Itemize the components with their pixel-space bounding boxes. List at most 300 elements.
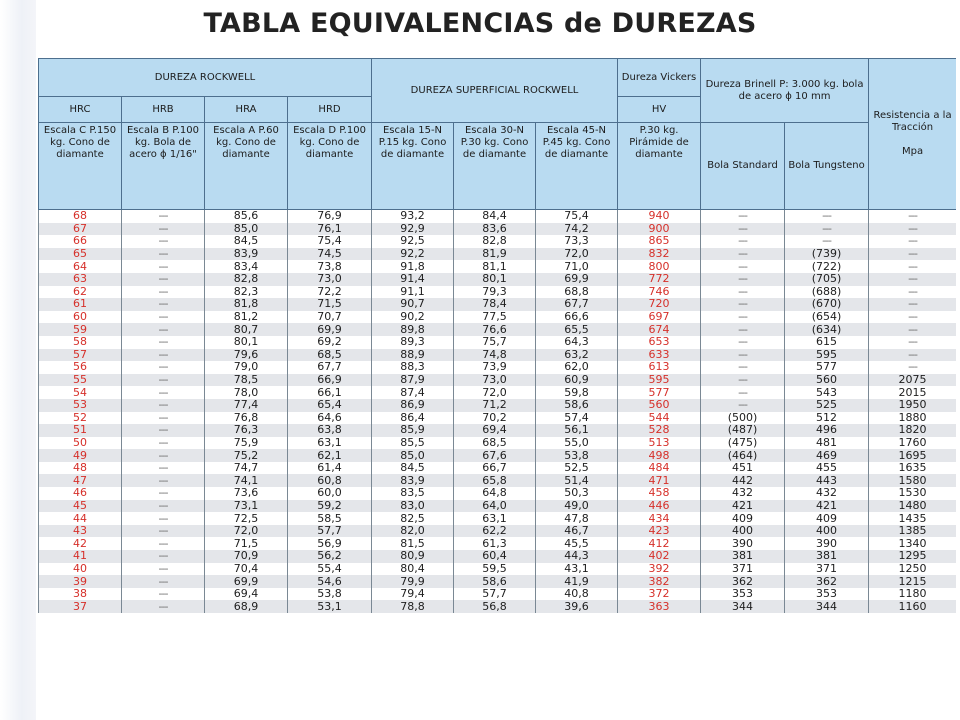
hrd-cell: 63,1 [288, 437, 372, 450]
15n-cell: 83,5 [372, 487, 454, 500]
hrc-cell: 45 [39, 500, 122, 513]
tensile-cell: 1480 [869, 500, 956, 513]
hra-cell: 79,6 [205, 349, 288, 362]
15n-cell: 91,4 [372, 273, 454, 286]
tensile-cell: --- [869, 248, 956, 261]
hra-cell: 76,3 [205, 424, 288, 437]
hra-cell: 85,0 [205, 223, 288, 236]
30n-cell: 58,6 [454, 575, 536, 588]
hrb-header: HRB [122, 97, 205, 123]
hrd-cell: 56,2 [288, 550, 372, 563]
45n-cell: 59,8 [536, 386, 618, 399]
hrd-cell: 64,6 [288, 412, 372, 425]
45n-cell: 56,1 [536, 424, 618, 437]
15n-cell: 79,4 [372, 588, 454, 601]
hrb-cell: --- [122, 311, 205, 324]
hrc-cell: 39 [39, 575, 122, 588]
45n-cell: 62,0 [536, 361, 618, 374]
hrc-cell: 42 [39, 537, 122, 550]
tensile-cell: 1385 [869, 525, 956, 538]
bola-standard-cell: --- [701, 361, 785, 374]
tensile-cell: 1880 [869, 412, 956, 425]
hrd-cell: 73,8 [288, 260, 372, 273]
bola-tungsteno-cell: 400 [785, 525, 869, 538]
45n-cell: 64,3 [536, 336, 618, 349]
30n-cell: 64,8 [454, 487, 536, 500]
hra-cell: 82,3 [205, 286, 288, 299]
45n-cell: 55,0 [536, 437, 618, 450]
tensile-cell: 1180 [869, 588, 956, 601]
30n-cell: 63,1 [454, 512, 536, 525]
hv-cell: 900 [618, 223, 701, 236]
bola-tungsteno-header: Bola Tungsteno [785, 123, 869, 210]
hrd-cell: 60,8 [288, 474, 372, 487]
hrd-cell: 76,9 [288, 210, 372, 223]
hrd-cell: 71,5 [288, 298, 372, 311]
tensile-cell: 1435 [869, 512, 956, 525]
30n-cell: 69,4 [454, 424, 536, 437]
hrb-cell: --- [122, 588, 205, 601]
tensile-cell: 1580 [869, 474, 956, 487]
15n-cell: 92,5 [372, 235, 454, 248]
bola-standard-cell: 344 [701, 600, 785, 613]
hra-cell: 71,5 [205, 537, 288, 550]
45n-cell: 63,2 [536, 349, 618, 362]
bola-tungsteno-cell: 362 [785, 575, 869, 588]
30n-cell: 73,9 [454, 361, 536, 374]
bola-tungsteno-cell: (654) [785, 311, 869, 324]
hrd-cell: 55,4 [288, 563, 372, 576]
30n-cell: 64,0 [454, 500, 536, 513]
bola-standard-cell: --- [701, 260, 785, 273]
hv-cell: 446 [618, 500, 701, 513]
30n-cell: 81,9 [454, 248, 536, 261]
bola-standard-cell: 400 [701, 525, 785, 538]
45n-cell: 66,6 [536, 311, 618, 324]
45n-scale-description: Escala 45-N P.45 kg. Cono de diamante [536, 123, 618, 210]
hra-cell: 70,4 [205, 563, 288, 576]
15n-cell: 84,5 [372, 462, 454, 475]
15n-cell: 85,5 [372, 437, 454, 450]
tensile-cell: --- [869, 298, 956, 311]
45n-cell: 72,0 [536, 248, 618, 261]
hv-cell: 746 [618, 286, 701, 299]
bola-standard-cell: 390 [701, 537, 785, 550]
30n-cell: 77,5 [454, 311, 536, 324]
left-background-strip [0, 0, 36, 720]
hrb-cell: --- [122, 424, 205, 437]
30n-cell: 82,8 [454, 235, 536, 248]
bola-tungsteno-cell: 577 [785, 361, 869, 374]
hra-cell: 82,8 [205, 273, 288, 286]
15n-cell: 83,9 [372, 474, 454, 487]
table-body [39, 210, 957, 614]
hrc-cell: 59 [39, 323, 122, 336]
15n-cell: 85,0 [372, 449, 454, 462]
hra-cell: 69,9 [205, 575, 288, 588]
table-row [39, 361, 957, 374]
hrb-cell: --- [122, 487, 205, 500]
tensile-cell: --- [869, 235, 956, 248]
hv-cell: 613 [618, 361, 701, 374]
hv-scale-description: P.30 kg. Pirámide de diamante [618, 123, 701, 210]
hv-cell: 940 [618, 210, 701, 223]
45n-cell: 53,8 [536, 449, 618, 462]
table-row [39, 424, 957, 437]
table-row [39, 248, 957, 261]
15n-cell: 89,8 [372, 323, 454, 336]
15n-cell: 90,2 [372, 311, 454, 324]
hrb-cell: --- [122, 336, 205, 349]
table-row [39, 223, 957, 236]
hrb-cell: --- [122, 235, 205, 248]
bola-tungsteno-cell: 371 [785, 563, 869, 576]
bola-tungsteno-cell: 443 [785, 474, 869, 487]
hrb-cell: --- [122, 575, 205, 588]
hra-cell: 81,2 [205, 311, 288, 324]
tensile-cell: --- [869, 336, 956, 349]
hrb-cell: --- [122, 349, 205, 362]
bola-tungsteno-cell: (739) [785, 248, 869, 261]
hrc-cell: 57 [39, 349, 122, 362]
hrd-cell: 75,4 [288, 235, 372, 248]
hra-cell: 77,4 [205, 399, 288, 412]
hrb-cell: --- [122, 323, 205, 336]
hrc-cell: 52 [39, 412, 122, 425]
hrb-cell: --- [122, 550, 205, 563]
15n-cell: 92,2 [372, 248, 454, 261]
30n-cell: 68,5 [454, 437, 536, 450]
hra-cell: 72,0 [205, 525, 288, 538]
hra-cell: 76,8 [205, 412, 288, 425]
45n-cell: 39,6 [536, 600, 618, 613]
table-row [39, 399, 957, 412]
45n-cell: 73,3 [536, 235, 618, 248]
hrd-cell: 69,9 [288, 323, 372, 336]
table-row [39, 449, 957, 462]
hrc-cell: 50 [39, 437, 122, 450]
30n-cell: 59,5 [454, 563, 536, 576]
hra-cell: 80,1 [205, 336, 288, 349]
tensile-cell: --- [869, 273, 956, 286]
hrc-cell: 65 [39, 248, 122, 261]
bola-standard-cell: --- [701, 235, 785, 248]
tensile-cell: 2015 [869, 386, 956, 399]
hrb-cell: --- [122, 260, 205, 273]
bola-standard-cell: --- [701, 323, 785, 336]
tensile-cell: 1160 [869, 600, 956, 613]
tensile-cell: 1760 [869, 437, 956, 450]
hrd-cell: 62,1 [288, 449, 372, 462]
tensile-cell: --- [869, 361, 956, 374]
hv-cell: 434 [618, 512, 701, 525]
tensile-cell: 1530 [869, 487, 956, 500]
bola-standard-cell: 353 [701, 588, 785, 601]
hrc-cell: 67 [39, 223, 122, 236]
hra-cell: 78,0 [205, 386, 288, 399]
45n-cell: 60,9 [536, 374, 618, 387]
hrc-cell: 68 [39, 210, 122, 223]
hrd-cell: 76,1 [288, 223, 372, 236]
45n-cell: 67,7 [536, 298, 618, 311]
hra-cell: 75,2 [205, 449, 288, 462]
bola-tungsteno-cell: 353 [785, 588, 869, 601]
hv-cell: 800 [618, 260, 701, 273]
bola-tungsteno-cell: (634) [785, 323, 869, 336]
bola-standard-cell: --- [701, 386, 785, 399]
45n-cell: 44,3 [536, 550, 618, 563]
15n-cell: 82,0 [372, 525, 454, 538]
45n-cell: 41,9 [536, 575, 618, 588]
hv-cell: 423 [618, 525, 701, 538]
30n-cell: 80,1 [454, 273, 536, 286]
45n-cell: 47,8 [536, 512, 618, 525]
hrb-cell: --- [122, 286, 205, 299]
hrb-cell: --- [122, 563, 205, 576]
45n-cell: 69,9 [536, 273, 618, 286]
15n-cell: 89,3 [372, 336, 454, 349]
hra-cell: 83,9 [205, 248, 288, 261]
table-row [39, 588, 957, 601]
hv-cell: 513 [618, 437, 701, 450]
hv-cell: 832 [618, 248, 701, 261]
bola-standard-cell: --- [701, 248, 785, 261]
hrd-cell: 73,0 [288, 273, 372, 286]
15n-cell: 83,0 [372, 500, 454, 513]
30n-scale-description: Escala 30-N P.30 kg. Cono de diamante [454, 123, 536, 210]
tensile-cell: 1950 [869, 399, 956, 412]
page-title: TABLA EQUIVALENCIAS de DUREZAS [203, 8, 757, 39]
bola-tungsteno-cell: 421 [785, 500, 869, 513]
45n-cell: 57,4 [536, 412, 618, 425]
hra-cell: 73,6 [205, 487, 288, 500]
hrd-cell: 66,9 [288, 374, 372, 387]
hrb-cell: --- [122, 412, 205, 425]
bola-standard-cell: --- [701, 286, 785, 299]
bola-standard-cell: --- [701, 210, 785, 223]
15n-cell: 87,9 [372, 374, 454, 387]
30n-cell: 67,6 [454, 449, 536, 462]
hra-cell: 68,9 [205, 600, 288, 613]
bola-standard-cell: --- [701, 399, 785, 412]
hrc-cell: 56 [39, 361, 122, 374]
tensile-cell: 1215 [869, 575, 956, 588]
hra-cell: 79,0 [205, 361, 288, 374]
bola-tungsteno-cell: (722) [785, 260, 869, 273]
45n-cell: 68,8 [536, 286, 618, 299]
hrd-cell: 63,8 [288, 424, 372, 437]
table-row [39, 273, 957, 286]
30n-cell: 78,4 [454, 298, 536, 311]
30n-cell: 76,6 [454, 323, 536, 336]
hv-cell: 402 [618, 550, 701, 563]
bola-tungsteno-cell: 469 [785, 449, 869, 462]
tensile-strength-header [869, 59, 956, 210]
hrc-cell: 46 [39, 487, 122, 500]
hrd-header: HRD [288, 97, 372, 123]
bola-tungsteno-cell: 543 [785, 386, 869, 399]
tensile-cell: 1635 [869, 462, 956, 475]
hv-cell: 412 [618, 537, 701, 550]
bola-standard-cell: (500) [701, 412, 785, 425]
bola-standard-cell: (487) [701, 424, 785, 437]
hrc-cell: 55 [39, 374, 122, 387]
bola-tungsteno-cell: --- [785, 210, 869, 223]
hrc-cell: 44 [39, 512, 122, 525]
tensile-cell: 1340 [869, 537, 956, 550]
hrc-cell: 64 [39, 260, 122, 273]
15n-cell: 80,9 [372, 550, 454, 563]
hrc-cell: 41 [39, 550, 122, 563]
hrb-cell: --- [122, 525, 205, 538]
superficial-rockwell-group-header: DUREZA SUPERFICIAL ROCKWELL [372, 59, 618, 123]
hrd-cell: 61,4 [288, 462, 372, 475]
bola-standard-cell: 442 [701, 474, 785, 487]
30n-cell: 72,0 [454, 386, 536, 399]
bola-standard-cell: --- [701, 311, 785, 324]
hra-cell: 69,4 [205, 588, 288, 601]
table-row [39, 412, 957, 425]
hrc-header: HRC [39, 97, 122, 123]
15n-cell: 86,4 [372, 412, 454, 425]
tensile-cell: --- [869, 349, 956, 362]
bola-tungsteno-cell: 595 [785, 349, 869, 362]
30n-cell: 57,7 [454, 588, 536, 601]
table-row [39, 525, 957, 538]
bola-tungsteno-cell: 381 [785, 550, 869, 563]
30n-cell: 60,4 [454, 550, 536, 563]
hrb-cell: --- [122, 474, 205, 487]
bola-tungsteno-cell: 409 [785, 512, 869, 525]
table-row [39, 550, 957, 563]
table-row [39, 349, 957, 362]
bola-standard-cell: 451 [701, 462, 785, 475]
table-row [39, 437, 957, 450]
table-row [39, 563, 957, 576]
bola-standard-cell: 371 [701, 563, 785, 576]
hv-cell: 544 [618, 412, 701, 425]
bola-tungsteno-cell: 525 [785, 399, 869, 412]
hv-cell: 560 [618, 399, 701, 412]
hrc-cell: 54 [39, 386, 122, 399]
30n-cell: 62,2 [454, 525, 536, 538]
45n-cell: 58,6 [536, 399, 618, 412]
bola-tungsteno-cell: 615 [785, 336, 869, 349]
table-row [39, 474, 957, 487]
brinell-group-header: Dureza Brinell P: 3.000 kg. bola de acero ϕ 10 mm [701, 59, 869, 123]
30n-cell: 83,6 [454, 223, 536, 236]
bola-standard-cell: 409 [701, 512, 785, 525]
15n-scale-description: Escala 15-N P.15 kg. Cono de diamante [372, 123, 454, 210]
15n-cell: 93,2 [372, 210, 454, 223]
hra-cell: 80,7 [205, 323, 288, 336]
15n-cell: 81,5 [372, 537, 454, 550]
table-row [39, 537, 957, 550]
30n-cell: 70,2 [454, 412, 536, 425]
tensile-cell: 1250 [869, 563, 956, 576]
15n-cell: 88,3 [372, 361, 454, 374]
hrb-scale-description: Escala B P.100 kg. Bola de acero ϕ 1/16" [122, 123, 205, 210]
hv-header: HV [618, 97, 701, 123]
bola-tungsteno-cell: (688) [785, 286, 869, 299]
45n-cell: 40,8 [536, 588, 618, 601]
hra-cell: 83,4 [205, 260, 288, 273]
hrc-cell: 49 [39, 449, 122, 462]
vickers-group-header: Dureza Vickers [618, 59, 701, 97]
table-row [39, 575, 957, 588]
15n-cell: 80,4 [372, 563, 454, 576]
tensile-cell: --- [869, 210, 956, 223]
hra-cell: 75,9 [205, 437, 288, 450]
15n-cell: 86,9 [372, 399, 454, 412]
hrc-cell: 43 [39, 525, 122, 538]
bola-tungsteno-cell: 455 [785, 462, 869, 475]
30n-cell: 71,2 [454, 399, 536, 412]
table-row [39, 286, 957, 299]
hra-cell: 70,9 [205, 550, 288, 563]
hrb-cell: --- [122, 600, 205, 613]
hrd-cell: 58,5 [288, 512, 372, 525]
bola-standard-cell: --- [701, 336, 785, 349]
hrd-cell: 72,2 [288, 286, 372, 299]
30n-cell: 74,8 [454, 349, 536, 362]
hardness-equivalence-table [38, 58, 956, 613]
hrb-cell: --- [122, 537, 205, 550]
tensile-cell: --- [869, 311, 956, 324]
tensile-strength-label: Resistencia a la Tracción [873, 110, 952, 133]
hrc-cell: 48 [39, 462, 122, 475]
bola-tungsteno-cell: (705) [785, 273, 869, 286]
table-row [39, 512, 957, 525]
45n-cell: 75,4 [536, 210, 618, 223]
45n-cell: 49,0 [536, 500, 618, 513]
hrb-cell: --- [122, 210, 205, 223]
hv-cell: 498 [618, 449, 701, 462]
45n-cell: 45,5 [536, 537, 618, 550]
hv-cell: 720 [618, 298, 701, 311]
45n-cell: 74,2 [536, 223, 618, 236]
bola-standard-cell: (475) [701, 437, 785, 450]
15n-cell: 90,7 [372, 298, 454, 311]
hrc-cell: 37 [39, 600, 122, 613]
hv-cell: 528 [618, 424, 701, 437]
30n-cell: 81,1 [454, 260, 536, 273]
bola-standard-cell: (464) [701, 449, 785, 462]
hrb-cell: --- [122, 298, 205, 311]
hrc-cell: 47 [39, 474, 122, 487]
30n-cell: 84,4 [454, 210, 536, 223]
hrc-cell: 66 [39, 235, 122, 248]
hra-header: HRA [205, 97, 288, 123]
hv-cell: 674 [618, 323, 701, 336]
hra-cell: 81,8 [205, 298, 288, 311]
hrc-cell: 61 [39, 298, 122, 311]
table-row [39, 298, 957, 311]
rockwell-group-header: DUREZA ROCKWELL [39, 59, 372, 97]
hra-scale-description: Escala A P.60 kg. Cono de diamante [205, 123, 288, 210]
table-row [39, 487, 957, 500]
table-row [39, 500, 957, 513]
hra-cell: 74,1 [205, 474, 288, 487]
hv-cell: 772 [618, 273, 701, 286]
hv-cell: 458 [618, 487, 701, 500]
hrc-cell: 63 [39, 273, 122, 286]
table-row [39, 235, 957, 248]
hrb-cell: --- [122, 462, 205, 475]
bola-standard-header: Bola Standard [701, 123, 785, 210]
hrb-cell: --- [122, 223, 205, 236]
table-row [39, 323, 957, 336]
